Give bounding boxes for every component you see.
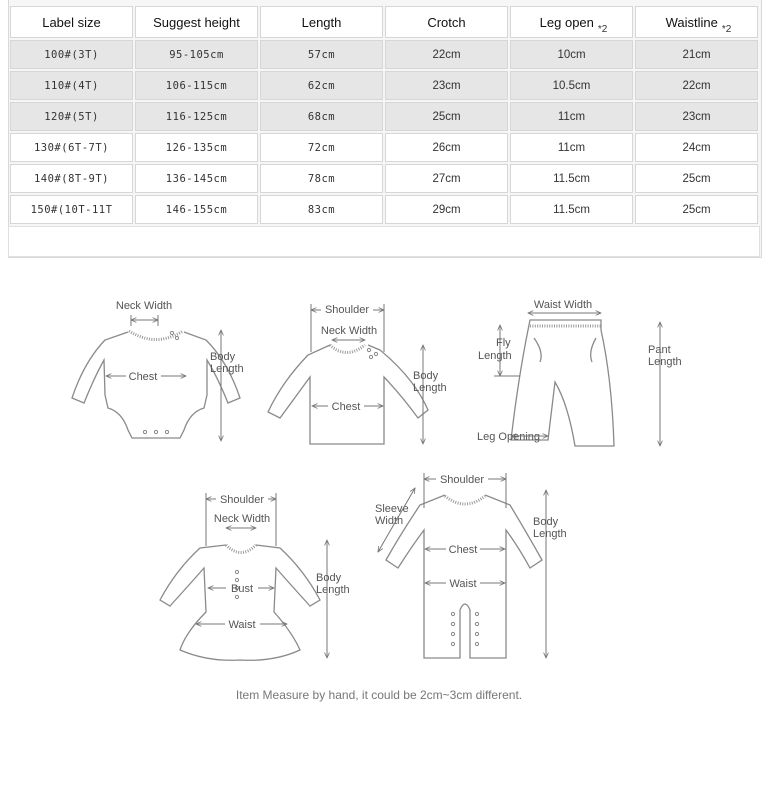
cell-leg-open: 11.5cm xyxy=(510,164,633,193)
cell-crotch: 22cm xyxy=(385,40,508,69)
cell-crotch: 23cm xyxy=(385,71,508,100)
label-pant-length-2: Length xyxy=(648,356,682,368)
cell-length: 78cm xyxy=(260,164,383,193)
cell-waistline: 21cm xyxy=(635,40,758,69)
cell-leg-open: 11cm xyxy=(510,102,633,131)
cell-leg-open: 10.5cm xyxy=(510,71,633,100)
measurement-disclaimer: Item Measure by hand, it could be 2cm~3cm different. xyxy=(235,688,523,702)
label-chest: Chest xyxy=(448,544,478,556)
cell-label: 110#(4T) xyxy=(10,71,133,100)
header-length: Length xyxy=(260,6,383,38)
cell-waistline: 22cm xyxy=(635,71,758,100)
label-shoulder: Shoulder xyxy=(324,304,370,316)
table-row xyxy=(10,102,758,131)
table-row xyxy=(10,40,758,69)
table-row xyxy=(10,133,758,162)
label-leg-opening: Leg Opening xyxy=(477,431,540,443)
label-sleeve-width-2: Width xyxy=(375,515,404,527)
label-body-length-1: Body xyxy=(210,351,236,363)
sweater-diagram xyxy=(268,304,447,444)
measurement-diagrams xyxy=(0,290,768,675)
cell-length: 83cm xyxy=(260,195,383,224)
label-fly-length-2: Length xyxy=(478,350,512,362)
label-body-length-2: Length xyxy=(533,528,567,540)
table-row xyxy=(10,195,758,224)
cell-waistline: 25cm xyxy=(635,164,758,193)
cell-label: 140#(8T-9T) xyxy=(10,164,133,193)
header-waistline xyxy=(635,6,758,38)
pants-diagram xyxy=(477,299,682,446)
label-body-length-2: Length xyxy=(413,382,447,394)
cell-leg-open: 11.5cm xyxy=(510,195,633,224)
header-leg-open-label: Leg open xyxy=(539,14,594,30)
table-row xyxy=(10,71,758,100)
label-sleeve-width-1: Sleeve xyxy=(375,503,409,515)
header-waistline-label: Waistline xyxy=(665,14,718,30)
label-neck-width: Neck Width xyxy=(213,513,271,525)
cell-label: 150#(10T-11T xyxy=(10,195,133,224)
cell-waistline: 23cm xyxy=(635,102,758,131)
cell-length: 62cm xyxy=(260,71,383,100)
label-shoulder: Shoulder xyxy=(439,474,485,486)
label-bust: Bust xyxy=(230,583,254,595)
label-chest: Chest xyxy=(128,371,158,383)
cell-height: 95-105cm xyxy=(135,40,258,69)
cell-leg-open: 11cm xyxy=(510,133,633,162)
label-neck-width: Neck Width xyxy=(115,300,173,312)
label-fly-length-1: Fly xyxy=(496,337,511,349)
label-chest: Chest xyxy=(331,401,361,413)
label-body-length-1: Body xyxy=(316,572,342,584)
cell-leg-open: 10cm xyxy=(510,40,633,69)
cell-length: 57cm xyxy=(260,40,383,69)
label-waist-width: Waist Width xyxy=(533,299,593,311)
bodysuit-diagram xyxy=(72,300,244,441)
cell-label: 120#(5T) xyxy=(10,102,133,131)
cell-label: 130#(6T-7T) xyxy=(10,133,133,162)
romper-diagram xyxy=(375,473,567,658)
cell-crotch: 26cm xyxy=(385,133,508,162)
label-waist: Waist xyxy=(228,619,256,631)
table-header-row xyxy=(10,6,758,38)
label-body-length-1: Body xyxy=(413,370,439,382)
label-body-length-2: Length xyxy=(316,584,350,596)
cell-height: 106-115cm xyxy=(135,71,258,100)
label-body-length-1: Body xyxy=(533,516,559,528)
cell-height: 146-155cm xyxy=(135,195,258,224)
cell-waistline: 24cm xyxy=(635,133,758,162)
header-leg-open xyxy=(510,6,633,38)
cell-length: 68cm xyxy=(260,102,383,131)
header-crotch: Crotch xyxy=(385,6,508,38)
cell-height: 126-135cm xyxy=(135,133,258,162)
cell-crotch: 27cm xyxy=(385,164,508,193)
cell-crotch: 25cm xyxy=(385,102,508,131)
header-leg-open-note: *2 xyxy=(597,23,608,35)
cell-height: 136-145cm xyxy=(135,164,258,193)
label-body-length-2: Length xyxy=(210,363,244,375)
header-label-size: Label size xyxy=(10,6,133,38)
size-chart-table xyxy=(8,4,760,226)
cell-waistline: 25cm xyxy=(635,195,758,224)
cell-crotch: 29cm xyxy=(385,195,508,224)
cell-length: 72cm xyxy=(260,133,383,162)
cell-height: 116-125cm xyxy=(135,102,258,131)
cell-label: 100#(3T) xyxy=(10,40,133,69)
table-row xyxy=(10,164,758,193)
label-waist: Waist xyxy=(449,578,477,590)
header-suggest-height: Suggest height xyxy=(135,6,258,38)
table-footer-strip xyxy=(8,226,760,257)
label-pant-length-1: Pant xyxy=(648,344,671,356)
label-shoulder: Shoulder xyxy=(219,494,265,506)
dress-diagram xyxy=(160,493,350,660)
header-waistline-note: *2 xyxy=(721,23,732,35)
label-neck-width: Neck Width xyxy=(320,325,378,337)
